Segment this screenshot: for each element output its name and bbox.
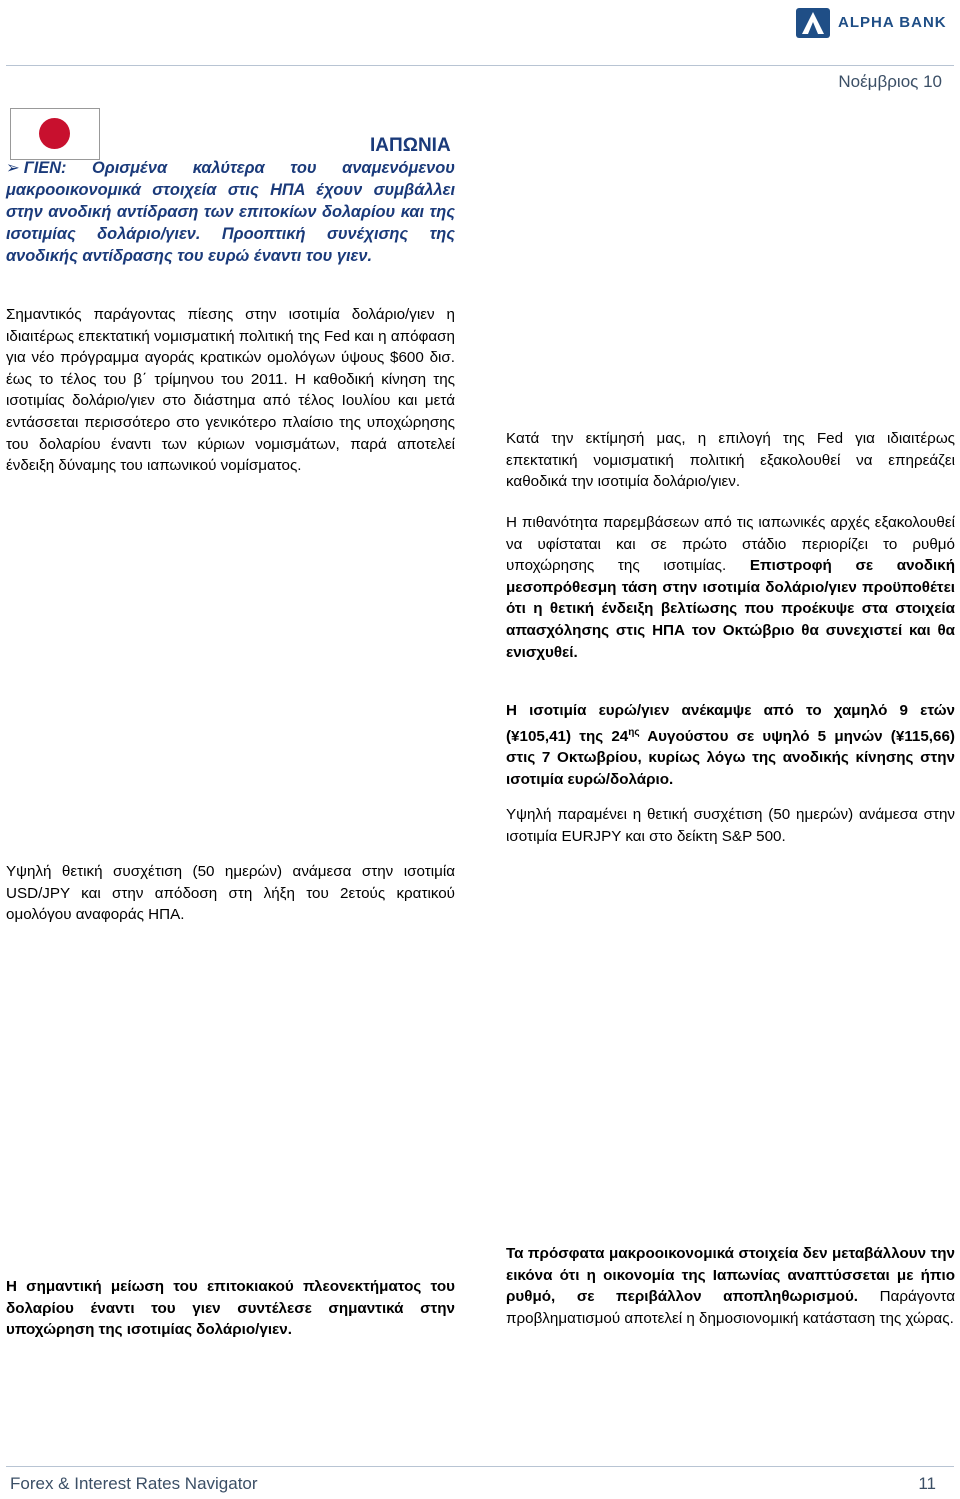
right-paragraph-3-sup: ης (628, 726, 640, 738)
left-paragraph-1: Σημαντικός παράγοντας πίεσης στην ισοτιμία δολάριο/γιεν η ιδιαιτέρως επεκτατική νομισματική πολιτική της Fed και η απόφαση για νέο πρόγραμμα αγοράς κρατικών ομολόγων ύψους $600 δισ. έως το τέλος του β΄ τρίμηνου του 2011. Η καθοδική κίνηση της ισοτιμίας δολάριο/γιεν στο διάστημα από τέλος Ιουλίου και μετά εντάσσεται περισσότερο στο γενικότερο πλαίσιο της υποχώρησης του δολαρίου έναντι των κύριων νομισμάτων, παρά αποτελεί ένδειξη δύναμης του ιαπωνικού νομίσματος. (6, 306, 455, 475)
usdjpy-correlation-chart (8, 936, 456, 1246)
page-number: 11 (918, 1474, 936, 1493)
footer-title: Forex & Interest Rates Navigator (10, 1474, 258, 1493)
left-paragraph-3: Η σημαντική μείωση του επιτοκιακού πλεονεκτήματος του δολαρίου έναντι του γιεν συντέλεσε σημαντικά στην υποχώρηση της ισοτιμίας δολάριο/γιεν. (6, 1278, 455, 1339)
right-paragraph-5a: Τα πρόσφατα μακροοικονομικά στοιχεία δεν μεταβάλλουν την εικόνα ότι η οικονομία της Ιαπωνίας αναπτύσσεται με ήπιο ρυθμό, σε περιβάλλον αποπληθωρισμού. (506, 1245, 955, 1306)
right-paragraph-2b: Επιστροφή σε ανοδική μεσοπρόθεσμη τάση στην ισοτιμία δολάριο/γιεν προϋποθέτει ότι η θετική ένδειξη βελτίωσης που προέκυψε στα στοιχεία απασχόλησης στις ΗΠΑ τον Οκτώβριο θα συνεχιστεί και θα ενισχυθεί. (506, 557, 955, 661)
brand-name: ALPHA BANK (838, 14, 947, 31)
right-paragraph-2 (506, 512, 955, 663)
right-paragraph-2a: Η πιθανότητα παρεμβάσεων από τις ιαπωνικές αρχές εξακολουθεί να υφίσταται και σε πρώτο στάδιο περιορίζει το ρυθμό υποχώρησης της ισοτιμίας. (506, 514, 955, 575)
header-divider (6, 65, 954, 66)
japan-flag-icon (10, 108, 100, 160)
issue-month: Νοέμβριος 10 (838, 72, 942, 91)
spread-chart (506, 108, 954, 412)
footer-divider (6, 1466, 954, 1467)
right-paragraph-4: Υψηλή παραμένει η θετική συσχέτιση (50 ημερών) ανάμεσα στην ισοτιμία EURJPY και στο δείκτη S&P 500. (506, 806, 955, 845)
right-paragraph-1: Κατά την εκτίμησή μας, η επιλογή της Fed για ιδιαιτέρως επεκτατική νομισματική πολιτική εξακολουθεί να επηρεάζει καθοδικά την ισοτιμία δολάριο/γιεν. (506, 430, 955, 491)
headline-text: ΓΙΕΝ: Ορισμένα καλύτερα του αναμενόμενου μακροοικονομικά στοιχεία στις ΗΠΑ έχουν συμβάλλει στην ανοδική αντίδραση των επιτοκίων δολαρίου και της ισοτιμίας δολάριο/γιεν. Προοπτική συνέχισης της ανοδικής αντίδρασης του ευρώ έναντι του γιεν. (6, 159, 455, 265)
right-paragraph-5 (506, 1243, 955, 1329)
left-paragraph-2: Υψηλή θετική συσχέτιση (50 ημερών) ανάμεσα στην ισοτιμία USD/JPY και στην απόδοση στη λήξη του 2ετούς κρατικού ομολόγου αναφοράς ΗΠΑ. (6, 863, 455, 924)
usd-majors-chart (8, 520, 456, 850)
alpha-logo-icon (796, 8, 830, 38)
right-paragraph-3a: Η ισοτιμία ευρώ/γιεν ανέκαμψε από το χαμηλό 9 ετών (¥105,41) της 24 (506, 702, 955, 745)
right-paragraph-3 (506, 700, 955, 790)
section-title: ΙΑΠΩΝΙΑ (370, 135, 451, 156)
alpha-bank-logo (796, 8, 954, 38)
right-paragraph-3b: Αυγούστου σε υψηλό 5 μηνών (¥115,66) στις 7 Οκτωβρίου, κυρίως λόγω της ανοδικής κίνησης στην ισοτιμία ευρώ/δολάριο. (506, 727, 955, 788)
headline: ➢ ΓΙΕΝ: Ορισμένα καλύτερα του αναμενόμενου μακροοικονομικά στοιχεία στις ΗΠΑ έχουν συμβάλλει στην ανοδική αντίδραση των επιτοκίων δολαρίου και της ισοτιμίας δολάριο/γιεν. Προοπτική συνέχισης της ανοδικής αντίδρασης του ευρώ έναντι του γιεν. (6, 159, 455, 265)
eurjpy-correlation-chart (506, 900, 954, 1210)
right-paragraph-5b: Παράγοντα προβληματισμού αποτελεί η δημοσιονομική κατάσταση της χώρας. (506, 1288, 955, 1327)
